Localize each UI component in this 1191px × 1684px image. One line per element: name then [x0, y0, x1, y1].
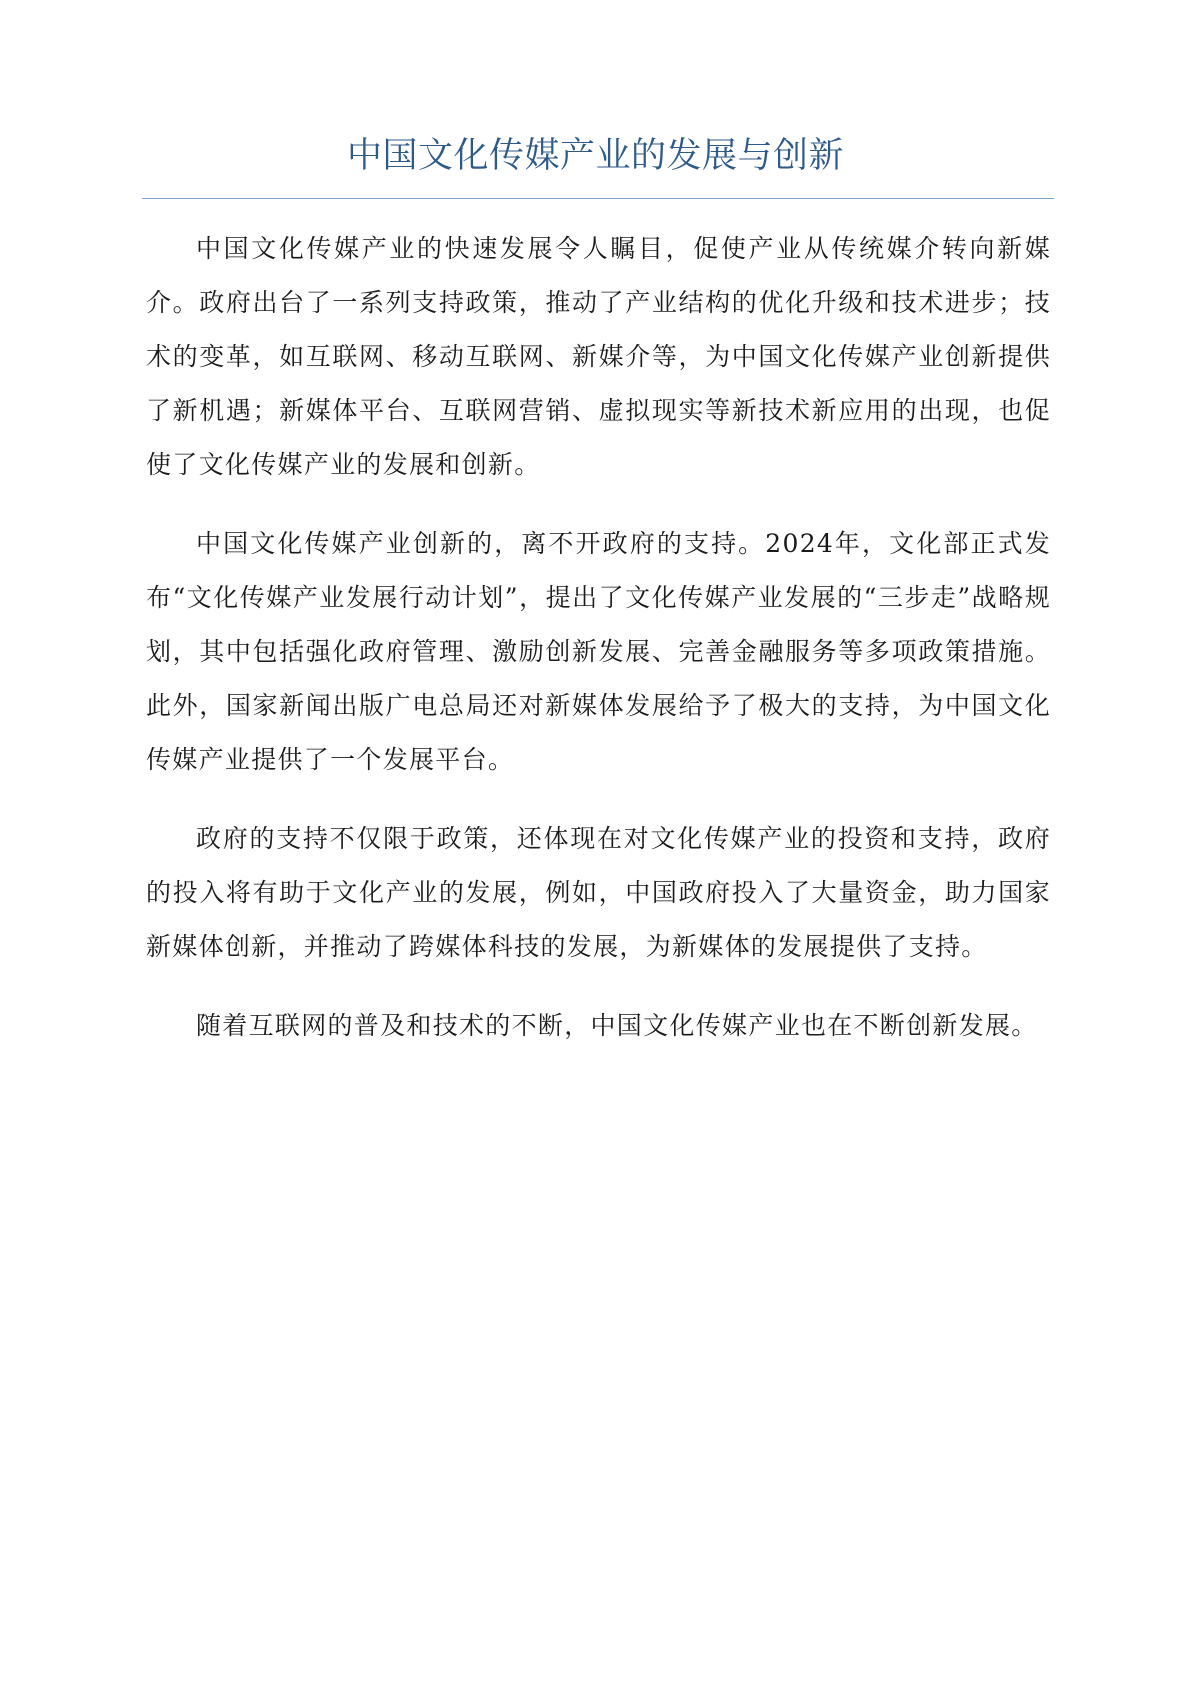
body-paragraph-2: 中国文化传媒产业创新的，离不开政府的支持。2024年，文化部正式发布“文化传媒产业发展行动计划”，提出了文化传媒产业发展的“三步走”战略规划，其中包括强化政府管理、激励创新发展、完善金融服务等多项政策措施。此外，国家新闻出版广电总局还对新媒体发展给予了极大的支持，为中国文化传媒产业提供了一个发展平台。 [146, 529, 1051, 774]
body-paragraph-3: 政府的支持不仅限于政策，还体现在对文化传媒产业的投资和支持，政府的投入将有助于文化产业的发展，例如，中国政府投入了大量资金，助力国家新媒体创新，并推动了跨媒体科技的发展，为新媒体的发展提供了支持。 [146, 824, 1051, 961]
document-title: 中国文化传媒产业的发展与创新 [346, 136, 844, 176]
document-body [146, 222, 1051, 1078]
body-paragraph-1: 中国文化传媒产业的快速发展令人瞩目，促使产业从传统媒介转向新媒介。政府出台了一系列支持政策，推动了产业结构的优化升级和技术进步；技术的变革，如互联网、移动互联网、新媒介等，为中国文化传媒产业创新提供了新机遇；新媒体平台、互联网营销、虚拟现实等新技术新应用的出现，也促使了文化传媒产业的发展和创新。 [146, 234, 1051, 479]
title-divider [142, 198, 1054, 199]
body-paragraph-4: 随着互联网的普及和技术的不断，中国文化传媒产业也在不断创新发展。 [196, 1011, 1038, 1040]
